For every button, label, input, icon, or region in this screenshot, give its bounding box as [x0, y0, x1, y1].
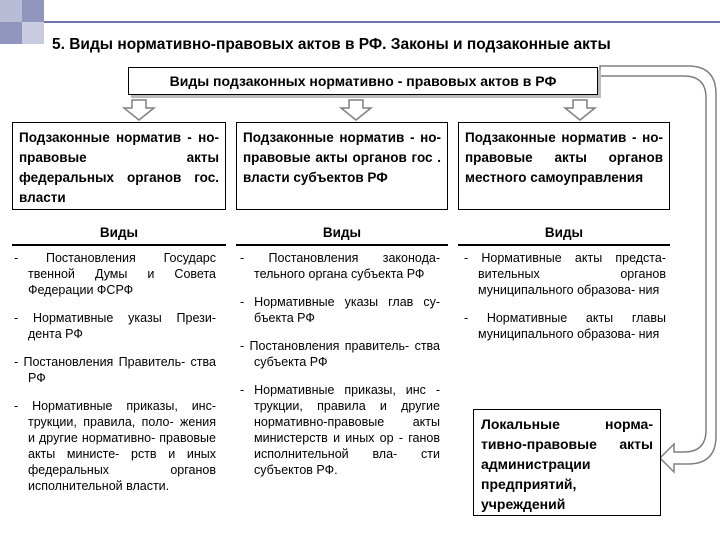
column-subheading: Виды	[544, 225, 584, 240]
divider	[458, 244, 670, 246]
list-item: - Нормативные указы Прези- дента РФ	[14, 311, 216, 341]
regional-acts-list	[240, 250, 440, 490]
down-arrow-icon	[124, 100, 154, 120]
column-heading-federal: Подзаконные норматив - но-правовые акты федеральных органов гос. власти	[12, 122, 226, 210]
list-item: - Постановления Правитель- ства РФ	[14, 355, 216, 385]
column-heading-municipal: Подзаконные норматив - но-правовые акты органов местного самоуправления	[458, 122, 670, 210]
column-subheading: Виды	[99, 225, 139, 240]
column-subheading: Виды	[322, 225, 362, 240]
divider	[236, 244, 448, 246]
list-item: - Постановления Государс твенной Думы и Совета Федерации ФСРФ	[14, 251, 216, 297]
down-arrow-icon	[565, 100, 595, 120]
header-box: Виды подзаконных нормативно - правовых актов в РФ	[128, 67, 598, 95]
down-arrow-icon	[341, 100, 371, 120]
local-acts-box: Локальные норма- тивно-правовые акты администрации предприятий, учреждений	[473, 409, 661, 516]
divider	[12, 244, 226, 246]
list-item: - Нормативные приказы, инс- трукции, правила, поло- жения и другие нормативно- правовые акты министе- рств и иных федеральных органов исполнительной власти.	[14, 399, 216, 493]
list-item: - Нормативные приказы, инс - трукции, правила и другие нормативно-правовые акты министерств и иных ор - ганов исполнительной вла- сти субъектов РФ.	[240, 383, 440, 477]
federal-acts-list	[14, 250, 216, 506]
list-item: - Нормативные акты предста- вительных органов муниципального образова- ния	[464, 251, 666, 297]
list-item: - Нормативные акты главы муниципального образова- ния	[464, 311, 666, 341]
list-item: - Постановления правитель- ства субъекта РФ	[240, 339, 440, 369]
municipal-acts-list	[464, 250, 666, 354]
list-item: - Нормативные указы глав су- бъекта РФ	[240, 295, 440, 325]
page-title: 5. Виды нормативно-правовых актов в РФ. Законы и подзаконные акты	[52, 36, 611, 53]
column-heading-regional: Подзаконные норматив - но-правовые акты органов гос . власти субъектов РФ	[236, 122, 448, 210]
list-item: - Постановления законода- тельного органа субъекта РФ	[240, 251, 440, 281]
